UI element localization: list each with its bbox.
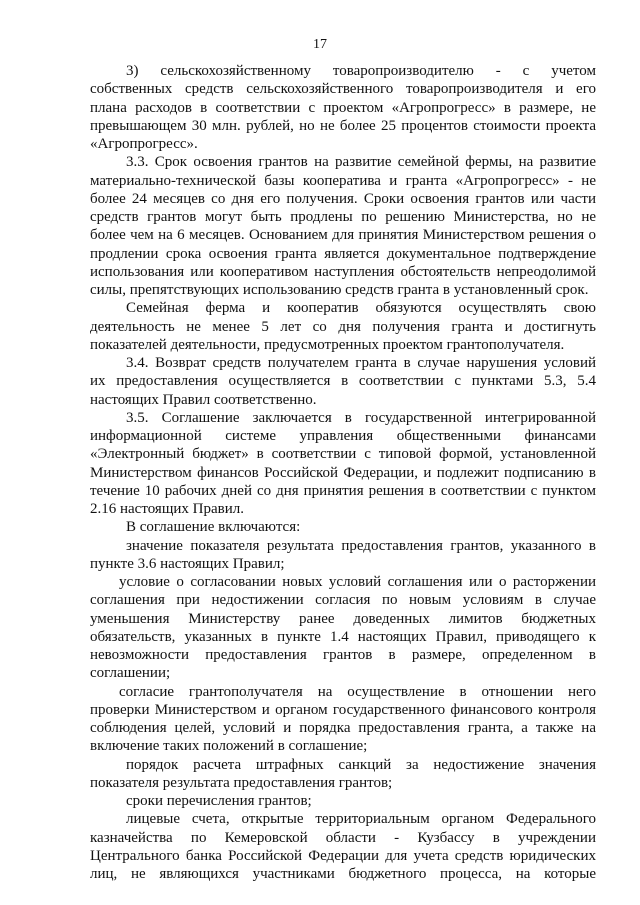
page-number: 17: [313, 37, 327, 52]
text-line: обязательств, указанных в пункте 1.4 настоящих Правил, приводящего к: [90, 628, 596, 645]
text-line: Центрального банка Российской Федерации для учета средств юридических: [90, 847, 596, 864]
text-line: соглашении;: [90, 665, 171, 682]
text-line: средств грантов могут быть продлены по решению Министерства, но не: [90, 209, 596, 225]
text-line: значение показателя результата предоставления грантов, указанного в: [126, 537, 596, 554]
text-line: соблюдения целей, условий и порядка предоставления гранта, а также на: [90, 720, 596, 736]
text-line: соглашения при недостижении согласия по новым условиям в случае: [90, 592, 596, 609]
text-line: силы, препятствующих использованию средств гранта в установленный срок.: [90, 282, 589, 298]
text-line: порядок расчета штрафных санкций за недостижение значения: [126, 756, 596, 773]
text-line: В соглашение включаются:: [126, 519, 301, 536]
text-line: Семейная ферма и кооператив обязуются осуществлять свою: [126, 300, 596, 317]
text-line: уменьшения Министерству ранее доведенных лимитов бюджетных: [90, 610, 596, 627]
text-line: включение таких положений в соглашение;: [90, 738, 368, 755]
text-line: более чем на 6 месяцев. Основанием для принятия Министерством решения о: [90, 227, 596, 244]
text-line: «Электронный бюджет» в соответствии с типовой формой, установленной: [90, 446, 596, 463]
text-line: настоящих Правил соответственно.: [90, 391, 317, 408]
text-line: показателя результата предоставления грантов;: [90, 774, 393, 791]
text-line: проверки Министерством и органом государственного финансового контроля: [90, 701, 596, 718]
text-line: согласие грантополучателя на осуществление в отношении него: [119, 683, 596, 700]
text-line: продлении срока освоения гранта является документальное подтверждение: [90, 245, 596, 262]
text-line: течение 10 рабочих дней со дня принятия решения в соответствии с пунктом: [90, 482, 596, 499]
text-line: казначейства по Кемеровской области - Кузбассу в учреждении: [90, 829, 596, 846]
text-line: собственных средств сельскохозяйственного товаропроизводителя и его: [90, 81, 596, 98]
text-line: сроки перечисления грантов;: [126, 793, 312, 809]
text-line: 3.5. Соглашение заключается в государственной интегрированной: [126, 409, 596, 426]
text-line: 2.16 настоящих Правил.: [90, 501, 244, 517]
text-line: плана расходов в соответствии с проектом «Агропрогресс» в размере, не: [90, 99, 596, 116]
text-line: лицевые счета, открытые территориальным органом Федерального: [126, 811, 596, 828]
text-line: использования или кооперативом наступления обстоятельств непреодолимой: [90, 263, 596, 280]
text-line: материально-технической базы кооператива и гранта «Агропрогресс» - не: [90, 172, 596, 189]
text-line: превышающем 30 млн. рублей, но не более 25 процентов стоимости проекта: [90, 117, 596, 134]
text-line: 3.4. Возврат средств получателем гранта в случае нарушения условий: [126, 355, 596, 371]
text-line: информационной системе управления общественными финансами: [90, 428, 596, 444]
body-text: [90, 62, 596, 883]
text-line: «Агропрогресс».: [90, 136, 198, 152]
text-line: 3) сельскохозяйственному товаропроизводителю - с учетом: [126, 63, 596, 79]
text-line: условие о согласовании новых условий соглашения или о расторжении: [119, 574, 596, 590]
text-line: показателей деятельности, предусмотренных проектом грантополучателя.: [90, 336, 565, 353]
text-line: более 24 месяцев со дня его получения. Сроки освоения грантов или части: [90, 190, 596, 207]
text-line: деятельность не менее 5 лет со дня получения гранта и достигнуть: [90, 318, 596, 335]
text-line: лиц, не являющихся участниками бюджетного процесса, на которые: [90, 866, 596, 882]
text-line: невозможности предоставления грантов в размере, определенном в: [90, 647, 596, 663]
text-line: 3.3. Срок освоения грантов на развитие семейной фермы, на развитие: [126, 154, 596, 171]
text-line: пункте 3.6 настоящих Правил;: [90, 555, 285, 572]
text-line: Министерством финансов Российской Федерации, и подлежит подписанию в: [90, 464, 596, 481]
text-line: их предоставления осуществляется в соответствии с пунктами 5.3, 5.4: [90, 373, 596, 390]
